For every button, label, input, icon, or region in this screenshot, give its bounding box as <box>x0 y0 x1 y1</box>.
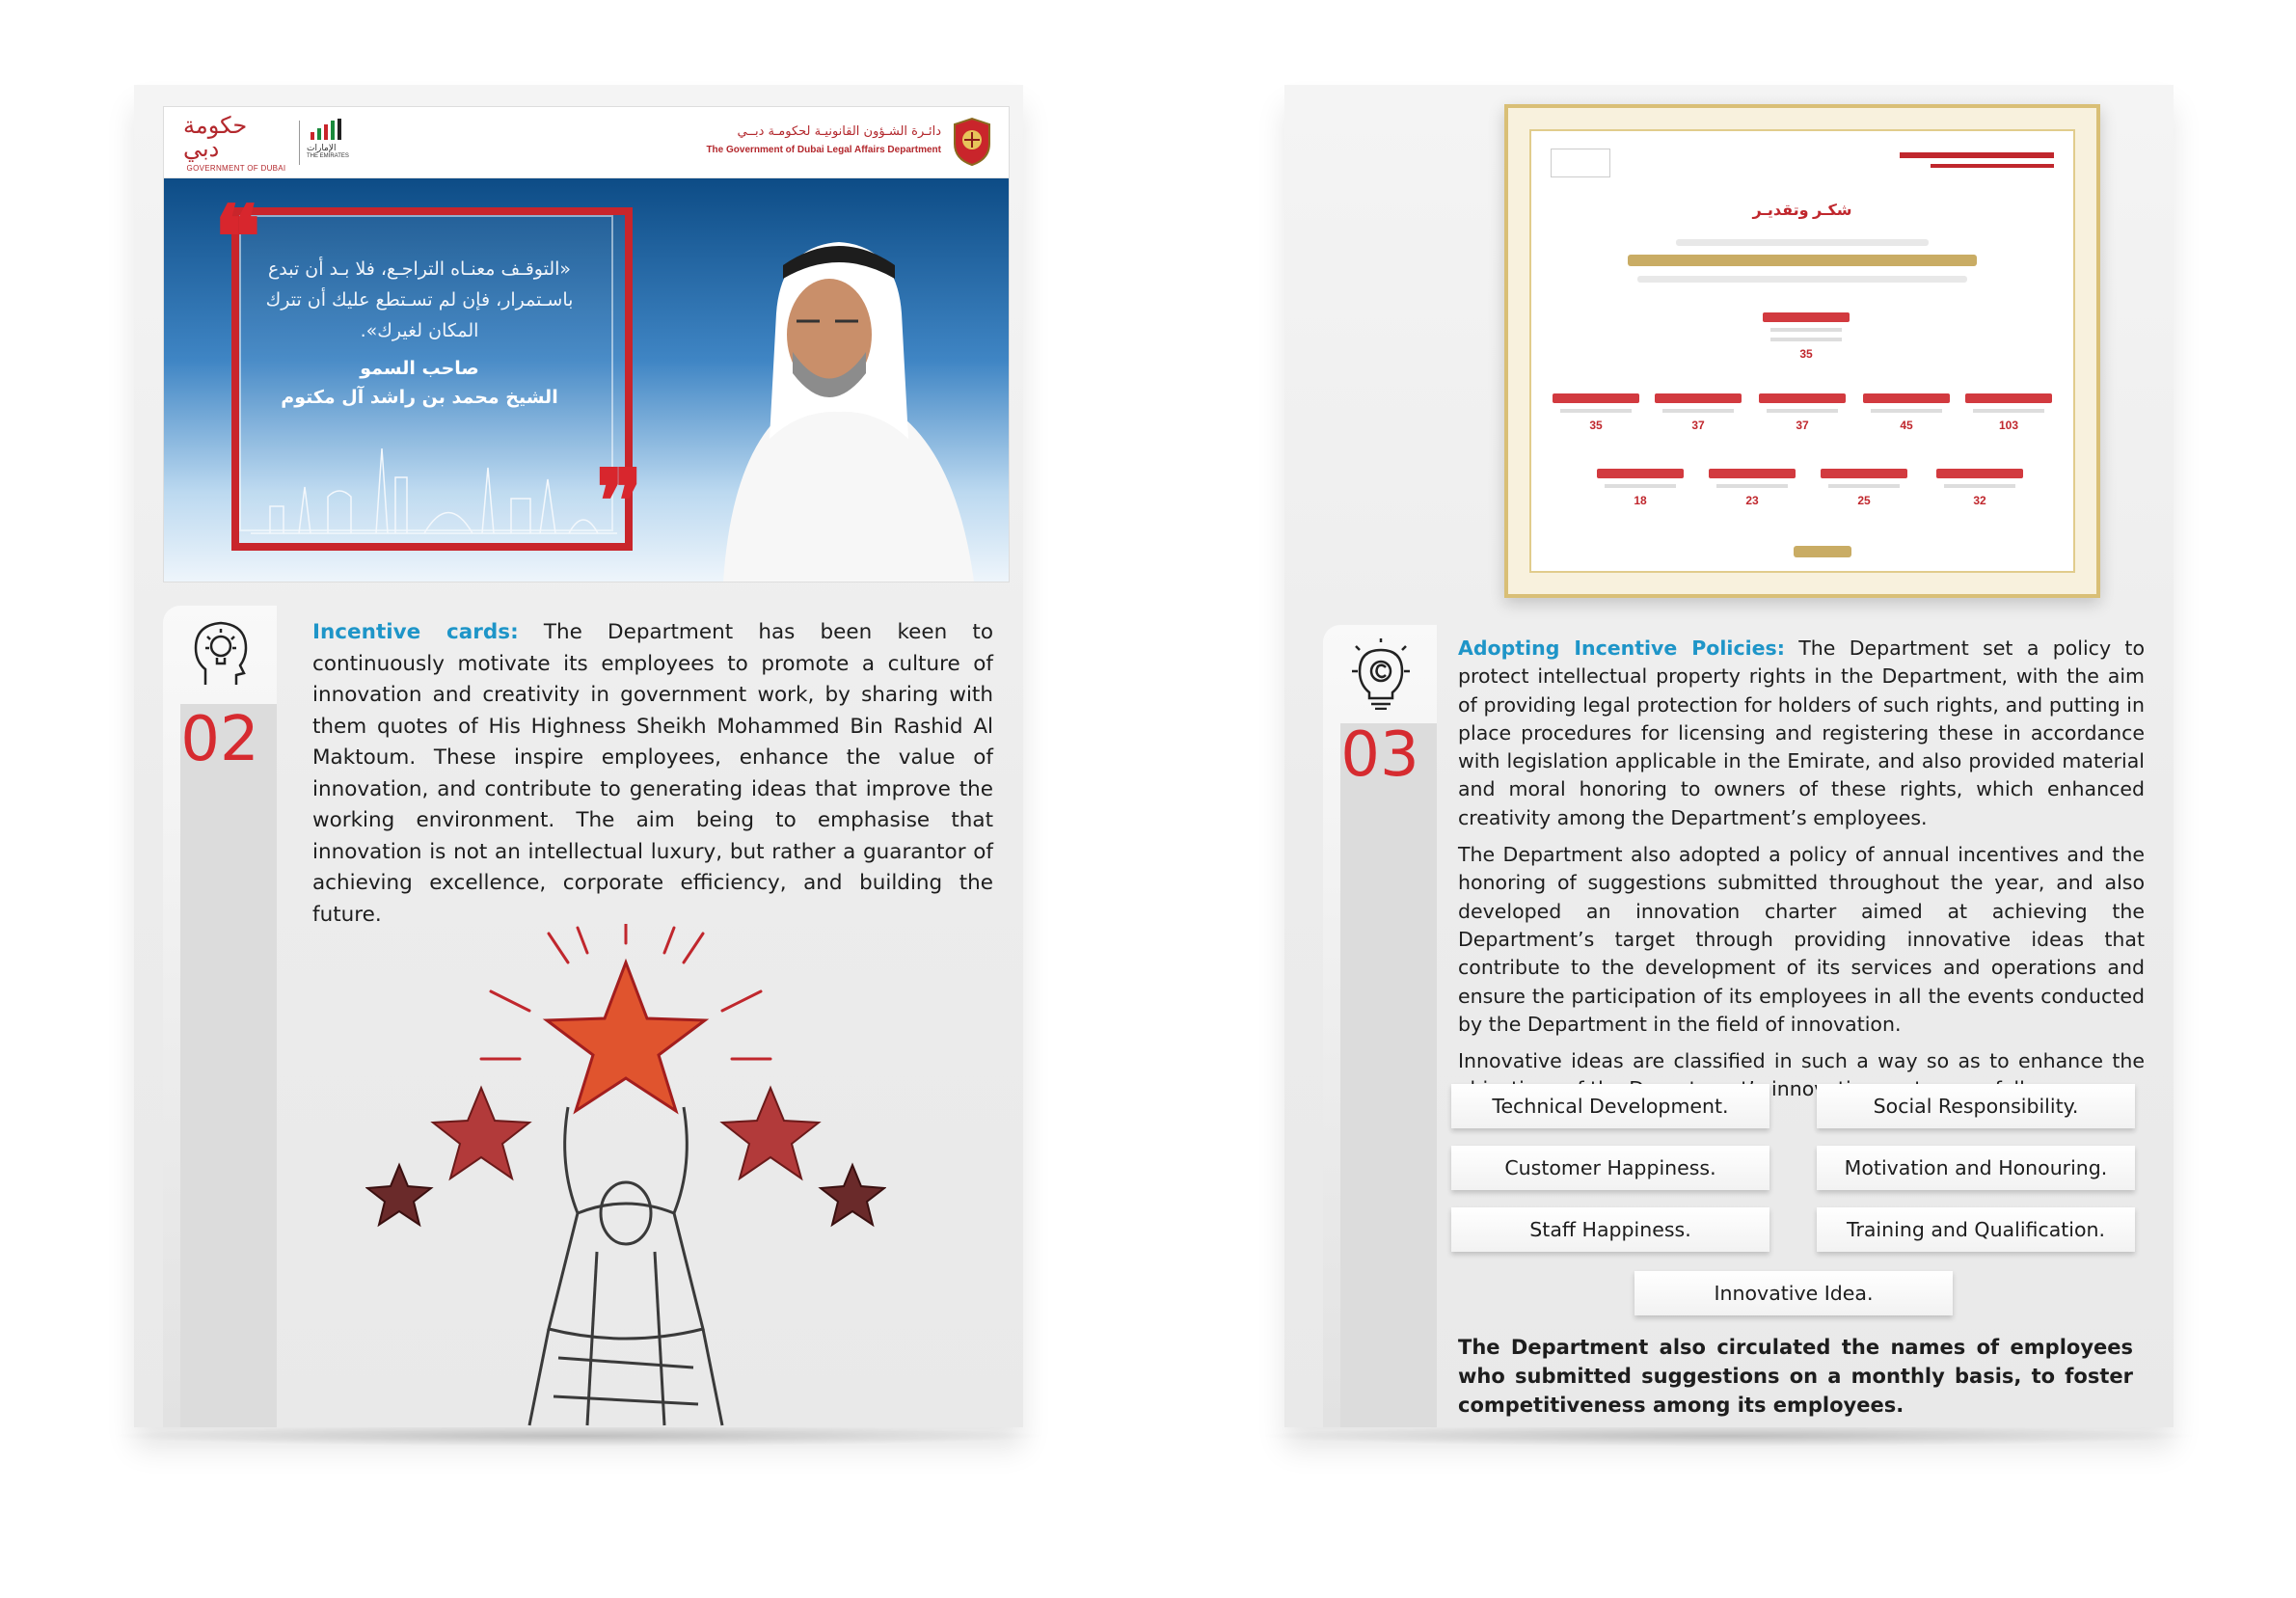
the-emirates-logo <box>307 119 365 169</box>
banner-header <box>164 107 1009 178</box>
certificate-card: 35 <box>1553 393 1639 432</box>
incentive-policies-text <box>1458 635 2145 1113</box>
page-shadow-left <box>106 1425 1051 1447</box>
category-training-qualification: Training and Qualification. <box>1817 1207 2135 1252</box>
lightbulb-head-icon <box>192 619 250 691</box>
category-customer-happiness: Customer Happiness. <box>1451 1146 1769 1190</box>
page-shadow-right <box>1254 1425 2203 1447</box>
certificate-card: 37 <box>1655 393 1742 432</box>
section-number: 02 <box>180 704 259 775</box>
gov-logo-caption: GOVERNMENT OF DUBAI <box>186 163 286 173</box>
right-page <box>1284 85 2174 1427</box>
dubai-emblem-icon <box>949 117 995 167</box>
certificate-card: 37 <box>1759 393 1846 432</box>
quote-text-block <box>260 254 579 412</box>
dubai-skyline-icon <box>251 429 617 535</box>
certificate-seal <box>1794 546 1851 557</box>
certificate-inner <box>1529 129 2075 573</box>
logo-divider <box>299 121 300 165</box>
category-staff-happiness: Staff Happiness. <box>1451 1207 1769 1252</box>
certificate-card: 45 <box>1863 393 1950 432</box>
quote-text: «التوقـف معنـاه التراجـع، فلا بـد أن تبدع باسـتمرار، فإن لم تسـتطع عليك أن تترك المكان لغيرك». <box>265 258 574 341</box>
department-title <box>706 124 941 155</box>
emirates-logo-ar: الإمارات <box>307 143 337 152</box>
quote-banner <box>163 106 1010 582</box>
dept-name-ar: دائـرة الشـؤون القانونيـة لحكومـة دبــي <box>737 124 941 139</box>
dept-name-en: The Government of Dubai Legal Affairs Department <box>706 145 941 155</box>
section-lead: Incentive cards: <box>312 620 519 644</box>
closing-statement: The Department also circulated the names of employees who submitted suggestions on a monthly basis, to foster competitiveness among its employees. <box>1458 1336 2133 1417</box>
certificate-card: 25 <box>1821 469 1907 507</box>
appreciation-certificate <box>1504 104 2100 598</box>
category-motivation-honouring: Motivation and Honouring. <box>1817 1146 2135 1190</box>
section-body: The Department has been keen to continuously motivate its employees to promote a culture of innovation and creativity in government work, by sharing with them quotes of His Highness Sheikh Mohammed Bin Rashid Al Maktoum. These inspire employees, enhance the value of innovation, and contribute to generating ideas that improve the working environment. The aim being to emphasise that innovation is not an intellectual luxury, but rather a guarantor of achieving excellence, corporate efficiency, and building the future. <box>312 620 993 927</box>
certificate-card: 18 <box>1597 469 1684 507</box>
certificate-card: 35 <box>1763 312 1850 361</box>
gov-logo-script: حكومة دبي <box>183 111 248 162</box>
portrait-illustration <box>685 207 993 582</box>
left-page <box>134 85 1023 1427</box>
person-raising-star-illustration <box>365 924 886 1427</box>
policy-paragraph-1: The Department set a policy to protect intellectual property rights in the Department, with the aim of providing legal protection for holders of such rights, and putting in place procedures for licensing and registering these in accordance with legislation applicable in the Emirate, and also provided material and moral honoring to owners of these rights, which enhanced creativity among the Department’s employees. <box>1458 636 2145 829</box>
policy-paragraph-3: Innovative ideas are classified in such a way so as to enhance the <box>1458 1049 2145 1073</box>
banner-image <box>164 178 1009 582</box>
close-quote-icon: ❞ <box>596 450 643 553</box>
certificate-logo-left <box>1551 149 1610 177</box>
policy-paragraph-2: The Department also adopted a policy of annual incentives and the honoring of suggestions submitted throughout the year, and also developed an innovation charter aimed at achieving the Department’s target through providing innovative ideas that contribute to the development of its services and operations and ensure the participation of its employees in all the events conducted by the Department in the field of innovation. <box>1458 843 2145 1036</box>
category-technical-development: Technical Development. <box>1451 1084 1769 1128</box>
category-innovative-idea: Innovative Idea. <box>1634 1271 1953 1315</box>
open-quote-icon: ❝ <box>214 186 261 288</box>
certificate-card: 103 <box>1965 393 2052 432</box>
section-number: 03 <box>1340 719 1419 791</box>
section-02-sidebar <box>163 606 277 1427</box>
quote-author-name: الشيخ محمد بن راشد آل مكتوم <box>281 387 558 408</box>
quote-author-title: صاحب السمو <box>360 358 479 379</box>
certificate-card: 23 <box>1709 469 1796 507</box>
government-of-dubai-logo <box>183 111 289 173</box>
category-social-responsibility: Social Responsibility. <box>1817 1084 2135 1128</box>
emirates-logo-en: THE EMIRATES <box>307 153 349 159</box>
certificate-title: شكـر وتقديـر <box>1752 203 1852 219</box>
incentive-cards-text <box>312 617 993 931</box>
section-lead: Adopting Incentive Policies: <box>1458 636 1785 660</box>
certificate-card: 32 <box>1936 469 2023 507</box>
section-03-sidebar <box>1323 625 1437 1427</box>
lightbulb-copyright-icon <box>1352 638 1410 710</box>
